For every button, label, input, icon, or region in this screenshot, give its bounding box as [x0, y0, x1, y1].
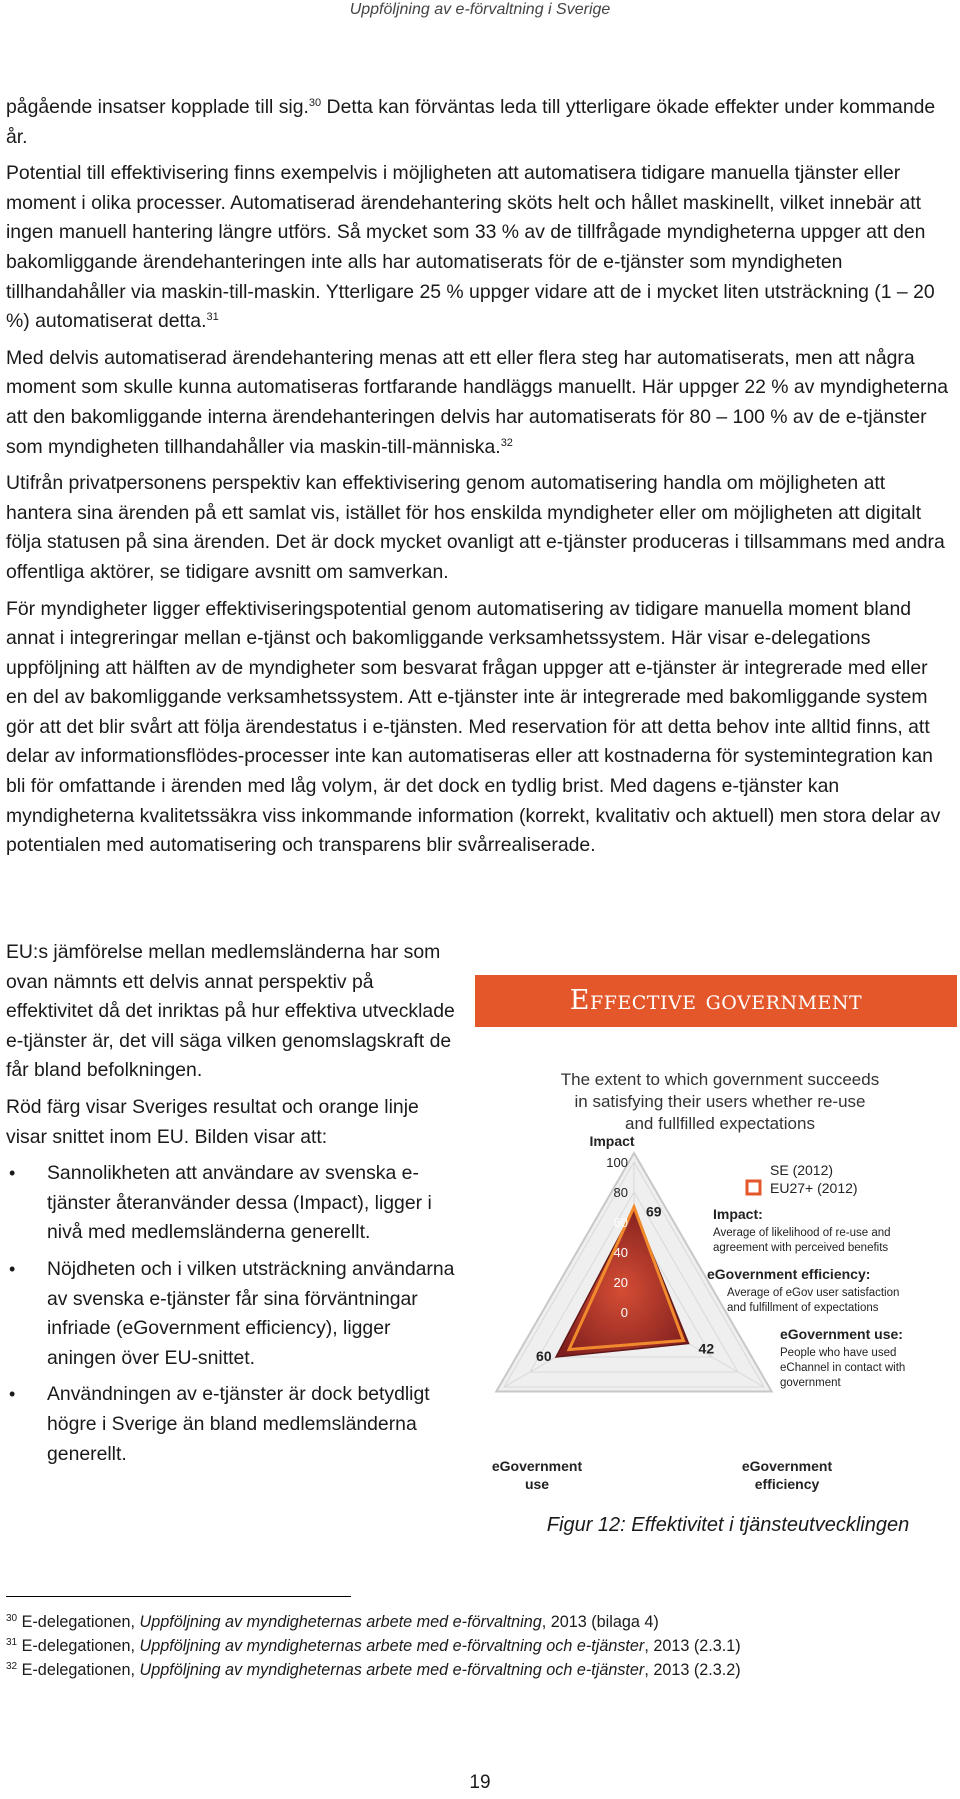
radar-value-label: 69 [646, 1203, 662, 1220]
footnote-text: E-delegationen, [17, 1637, 140, 1655]
footnote-title: Uppföljning av myndigheternas arbete med e-förvaltning och e-tjänster [139, 1637, 645, 1655]
paragraph-text: Detta kan förväntas leda till ytterligare ökade effekter under kommande år. [6, 96, 936, 148]
list-item-text: Nöjdheten och i vilken utsträckning användarna av svenska e-tjänster får sina förväntningar infriade (eGovernment efficiency), ligger aningen över EU-snittet. [47, 1257, 455, 1369]
subtitle-line: in satisfying their users whether re-use [574, 1092, 866, 1111]
body-text [6, 93, 954, 868]
effective-government-figure [475, 963, 957, 1503]
page-number: 19 [469, 1772, 491, 1793]
annotation-line: Average of likelihood of re-use and [713, 1227, 891, 1239]
paragraph: För myndigheter ligger effektiviseringspotential genom automatisering av tidigare manuella moment bland annat i integreringar mellan e-tjänst och bakomliggande verksamhetssystem. Här visar e-delegations uppföljning att hälften av de myndigheter som besvarat frågan uppger att e-tjänster är integrerade med eller en del av bakomliggande verksamhetssystem. Att e-tjänster inte är integrerade med bakomliggande system gör att det blir svårt att följa ärendestatus i e-tjänsten. Med reservation för att detta behov inte alltid finns, att delar av informationsflödes-processer inte kan automatiseras eller att kostnaderna för systemintegration kan bli för omfattande i ärenden med låg volym, är det dock en tydlig brist. Med dagens e-tjänster kan myndigheterna kvalitetssäkra viss inkommande information (korrekt, kvalitativ och aktuell) men stora delar av potentialen med automatisering och transparens blir svårrealiserade. [6, 597, 941, 857]
footnote [6, 1610, 954, 1634]
list-item [6, 1255, 456, 1373]
figure-side-text [6, 938, 456, 1476]
footnote-title: Uppföljning av myndigheternas arbete med e-förvaltning och e-tjänster [139, 1661, 645, 1679]
radar-tick-label: 100 [606, 1155, 628, 1170]
radar-tick-label: 0 [620, 1305, 628, 1320]
radar-axis-title: eGovernment [491, 1458, 583, 1474]
legend-se-label: SE (2012) [770, 1162, 834, 1178]
annotation-line: and fulfillment of expectations [727, 1302, 879, 1314]
footnote-number: 30 [6, 1613, 18, 1624]
bullet-icon: • [9, 1163, 16, 1184]
eu-legend-swatch [747, 1181, 760, 1194]
paragraph-text: Med delvis automatiserad ärendehantering menas att ett eller flera steg har automatiserats, men att några moment som skulle kunna automatiseras fortfarande handläggs manuellt. Här uppger 22 % av myndigheterna att den bakomliggande interna ärendehanteringen delvis har automatiserats för 80 – 100 % av de e-tjänster som myndigheten tillhandahåller via maskin-till-människa. [6, 346, 949, 458]
radar-tick-label: 20 [613, 1275, 628, 1290]
radar-value-label: 42 [698, 1340, 715, 1357]
annotation-line: People who have used [780, 1347, 897, 1359]
annotation-line: government [780, 1377, 841, 1389]
footnote-number: 32 [6, 1661, 18, 1672]
radar-axis-title: Impact [589, 1133, 635, 1149]
annotation-title-efficiency: eGovernment efficiency: [707, 1266, 871, 1282]
radar-chart [475, 963, 957, 1503]
list-item [6, 1380, 456, 1469]
footnote-ref: 32 [500, 436, 513, 449]
paragraph: Utifrån privatpersonens perspektiv kan effektivisering genom automatisering handla om möjligheten att hantera sina ärenden på ett samlat vis, istället för hos enskilda myndigheter eller om möjligheten att digitalt följa statusen på sina ärenden. Det är dock mycket ovanligt att e-tjänster produceras i tillsammans med andra offentliga aktörer, se tidigare avsnitt om samverkan. [6, 472, 945, 583]
footnote-title: Uppföljning av myndigheternas arbete med e-förvaltning [139, 1613, 542, 1631]
footnote-number: 31 [6, 1637, 18, 1648]
bullet-list [6, 1159, 456, 1469]
paragraph: EU:s jämförelse mellan medlemsländerna har som ovan nämnts ett delvis annat perspektiv på effektivitet då det inriktas på hur effektiva utvecklade e-tjänster är, det vill säga vilken genomslagskraft de får bland befolkningen. [6, 941, 455, 1082]
paragraph: Röd färg visar Sveriges resultat och orange linje visar snittet inom EU. Bilden visar att: [6, 1095, 419, 1148]
radar-tick-label: 40 [613, 1245, 628, 1260]
annotation-title-use: eGovernment use: [780, 1326, 903, 1342]
annotation-title-impact: Impact: [713, 1206, 763, 1222]
radar-tick-label: 80 [613, 1185, 628, 1200]
annotation-line: agreement with perceived benefits [713, 1242, 889, 1254]
paragraph [6, 159, 954, 337]
radar-axis-title: use [524, 1476, 550, 1492]
radar-value-label: 60 [536, 1348, 552, 1364]
subtitle-line: The extent to which government succeeds [560, 1070, 880, 1089]
footnotes [6, 1610, 954, 1682]
footnote [6, 1658, 954, 1682]
paragraph [6, 344, 954, 462]
list-item-text: Användningen av e-tjänster är dock betydligt högre i Sverige än bland medlemsländerna generellt. [47, 1383, 430, 1465]
bullet-icon: • [9, 1258, 16, 1279]
figure-caption: Figur 12: Effektivitet i tjänsteutvecklingen [546, 1514, 910, 1536]
subtitle-line: and fullfilled expectations [625, 1114, 815, 1133]
annotation-line: eChannel in contact with [780, 1362, 906, 1374]
footnote-text: , 2013 (bilaga 4) [541, 1613, 659, 1631]
footnote-text: , 2013 (2.3.2) [644, 1661, 741, 1679]
figure-banner: Effective government [475, 975, 957, 1027]
paragraph [6, 93, 954, 152]
annotation-line: Average of eGov user satisfaction [727, 1287, 900, 1299]
footnote-text: , 2013 (2.3.1) [644, 1637, 741, 1655]
footnote-text: E-delegationen, [17, 1613, 140, 1631]
footnote-ref: 30 [308, 97, 322, 109]
footnote-text: E-delegationen, [17, 1661, 140, 1679]
bullet-icon: • [9, 1384, 16, 1405]
paragraph-text: pågående insatser kopplade till sig. [6, 96, 309, 118]
footnote-divider [6, 1596, 351, 1597]
radar-axis-title: efficiency [754, 1476, 820, 1492]
running-header: Uppföljning av e-förvaltning i Sverige [349, 1, 611, 18]
footnote-ref: 31 [206, 311, 219, 324]
legend-eu-label: EU27+ (2012) [770, 1180, 858, 1196]
list-item [6, 1159, 456, 1248]
radar-tick-label: 60 [613, 1215, 628, 1230]
paragraph-text: Potential till effektivisering finns exempelvis i möjligheten att automatisera tidigare manuella tjänster eller moment i olika processer. Automatiserad ärendehantering sköts helt och hållet maskinellt, vilket innebär att ingen manuell hantering längre utförs. Så mycket som 33 % av de tillfrågade myndigheterna uppger att den bakomliggande ärendehanteringen inte alls har automatiserats för de e-tjänster som myndigheten tillhandahåller via maskin-till-maskin. Ytterligare 25 % uppger vidare att de i mycket liten utsträckning (1 – 20 %) automatiserat detta. [6, 162, 935, 333]
list-item-text: Sannolikheten att användare av svenska e-tjänster återanvänder dessa (Impact), ligger i nivå med medlemsländerna generellt. [47, 1162, 432, 1244]
radar-axis-title: eGovernment [741, 1458, 833, 1474]
footnote [6, 1634, 954, 1658]
